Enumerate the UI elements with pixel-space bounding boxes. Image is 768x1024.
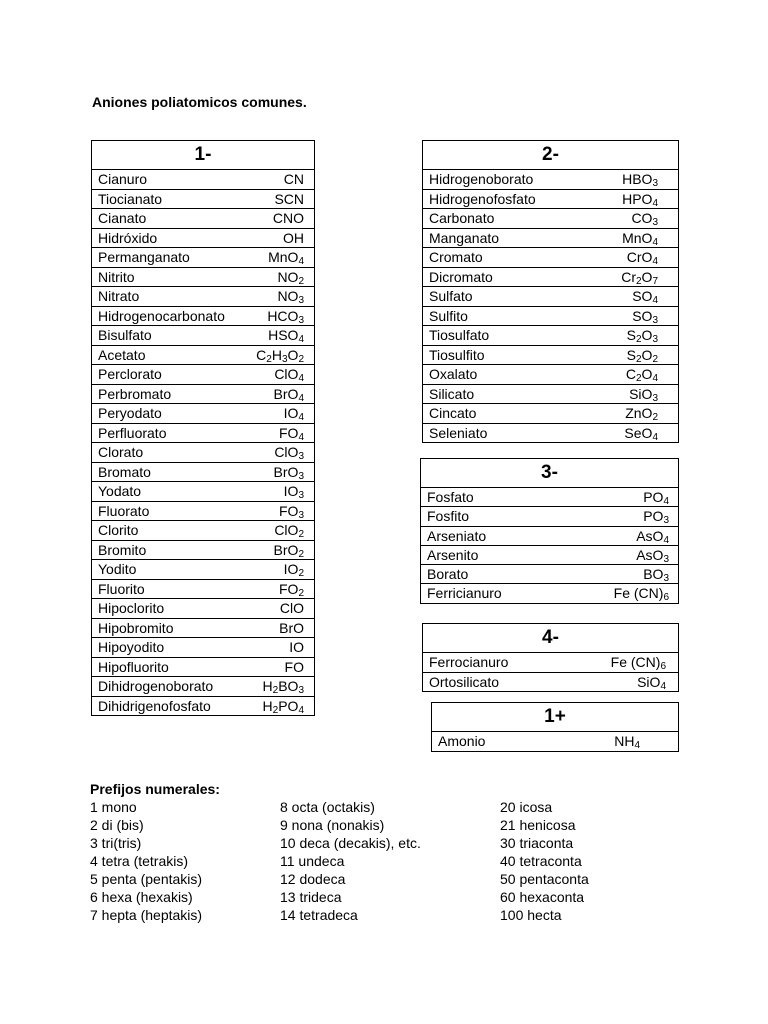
table-row bbox=[423, 307, 678, 327]
anion-name: Yodito bbox=[98, 561, 137, 577]
table-row bbox=[92, 482, 314, 502]
table-row bbox=[421, 507, 678, 526]
prefix-item: 14 tetradeca bbox=[280, 907, 358, 923]
table-row bbox=[423, 229, 678, 249]
anion-name: Hidrogenoborato bbox=[429, 171, 534, 187]
anion-name: Tiosulfato bbox=[429, 327, 490, 343]
prefix-item: 3 tri(tris) bbox=[90, 835, 142, 851]
anion-name: Acetato bbox=[98, 346, 146, 363]
anion-name: Dihidrogenoborato bbox=[98, 678, 214, 694]
anion-formula: $NO_3$ bbox=[277, 288, 304, 306]
anion-name: Yodato bbox=[98, 483, 142, 499]
anion-formula: Fe $(CN)_6$ bbox=[610, 654, 666, 672]
anion-formula: ClO$_3$ bbox=[274, 444, 304, 462]
anion-name: Borato bbox=[427, 566, 469, 583]
anion-name: Clorato bbox=[98, 444, 144, 460]
table-row bbox=[92, 307, 314, 327]
prefix-item: 21 henicosa bbox=[500, 817, 576, 833]
prefixes-column-3 bbox=[500, 798, 589, 924]
anion-formula: FO bbox=[284, 658, 304, 675]
prefix-item: 1 mono bbox=[90, 799, 137, 815]
anion-name: Ferricianuro bbox=[427, 585, 502, 602]
table-row bbox=[92, 385, 314, 405]
prefix-item: 11 undeca bbox=[280, 853, 345, 869]
charge-header: 2- bbox=[423, 141, 678, 170]
anion-formula: $HPO_4$ bbox=[622, 190, 658, 209]
page-title: Aniones poliatomicos comunes. bbox=[92, 94, 307, 110]
anion-name: Tiosulfito bbox=[429, 346, 485, 363]
anion-formula: SiO$_3$ bbox=[629, 385, 658, 404]
anion-name: Carbonato bbox=[429, 210, 495, 226]
table-row bbox=[92, 619, 314, 639]
anion-formula: MnO$_4$ bbox=[268, 249, 304, 267]
anion-name: Tiocianato bbox=[98, 190, 163, 207]
anion-name: Bisulfato bbox=[98, 327, 152, 343]
prefix-item: 9 nona (nonakis) bbox=[280, 817, 385, 833]
anion-name: Ortosilicato bbox=[429, 673, 500, 690]
anion-name: Dihidrigenofosfato bbox=[98, 697, 211, 714]
anion-formula: $NH_4$ bbox=[614, 733, 640, 751]
table-row bbox=[92, 502, 314, 522]
anion-formula: $NO_2$ bbox=[277, 268, 304, 287]
anion-name: Cromato bbox=[429, 249, 483, 265]
anion-formula: $Cr_2O_7$ bbox=[621, 268, 658, 287]
table-row bbox=[423, 346, 678, 366]
prefix-item: 30 triaconta bbox=[500, 835, 574, 851]
anion-formula: BrO$_2$ bbox=[273, 541, 304, 560]
anion-name: Hidrogenocarbonato bbox=[98, 307, 225, 324]
table-row bbox=[92, 404, 314, 424]
anion-formula: SiO$_4$ bbox=[637, 673, 666, 692]
table-row bbox=[92, 521, 314, 541]
anion-formula: $SO_3$ bbox=[632, 307, 658, 326]
prefix-item: 2 di (bis) bbox=[90, 817, 144, 833]
anion-formula: $PO_4$ bbox=[643, 489, 669, 507]
anion-name: Dicromato bbox=[429, 268, 493, 285]
anion-formula: $H_2PO_4$ bbox=[262, 697, 304, 716]
table-1-plus bbox=[431, 702, 679, 752]
table-row bbox=[92, 248, 314, 268]
prefix-item: 100 hecta bbox=[500, 907, 562, 923]
prefix-item: 13 trideca bbox=[280, 889, 342, 905]
prefix-item: 6 hexa (hexakis) bbox=[90, 889, 193, 905]
anion-formula: $SO_4$ bbox=[632, 288, 658, 306]
anion-name: Seleniato bbox=[429, 424, 488, 441]
prefix-item: 50 pentaconta bbox=[500, 871, 589, 887]
anion-formula: MnO$_4$ bbox=[622, 229, 658, 248]
anion-name: Nitrato bbox=[98, 288, 140, 304]
table-row bbox=[92, 268, 314, 288]
charge-header: 4- bbox=[423, 624, 678, 653]
table-row bbox=[92, 229, 314, 249]
anion-formula: $C_2H_3O_2$ bbox=[256, 346, 304, 365]
table-row bbox=[423, 190, 678, 210]
anion-formula: $S_2O_3$ bbox=[626, 327, 658, 345]
prefix-item: 60 hexaconta bbox=[500, 889, 585, 905]
anion-formula: CrO$_4$ bbox=[626, 249, 658, 267]
table-row bbox=[421, 527, 678, 546]
table-row bbox=[423, 424, 678, 443]
anion-formula: $BO_3$ bbox=[643, 566, 669, 585]
prefix-item: 5 penta (pentakis) bbox=[90, 871, 203, 887]
anion-formula: $PO_3$ bbox=[643, 508, 669, 527]
anion-formula: CNO bbox=[272, 210, 304, 226]
table-row bbox=[92, 541, 314, 561]
anion-formula: $IO_2$ bbox=[283, 561, 304, 579]
anion-name: Hipoclorito bbox=[98, 600, 165, 616]
anion-formula: CN bbox=[283, 171, 304, 187]
anion-formula: $IO_4$ bbox=[283, 405, 304, 423]
prefix-item: 8 octa (octakis) bbox=[280, 799, 375, 815]
anion-formula: BrO$_4$ bbox=[273, 385, 304, 404]
table-row bbox=[92, 209, 314, 229]
table-row bbox=[421, 584, 678, 602]
anion-name: Manganato bbox=[429, 229, 500, 246]
anion-formula: SeO$_4$ bbox=[624, 424, 658, 443]
table-row bbox=[92, 170, 314, 190]
prefixes-title: Prefijos numerales: bbox=[90, 781, 220, 797]
prefix-item: 40 tetraconta bbox=[500, 853, 582, 869]
anion-formula: AsO$_3$ bbox=[636, 546, 669, 565]
table-row bbox=[423, 673, 678, 692]
table-row bbox=[423, 326, 678, 346]
anion-name: Permanganato bbox=[98, 249, 190, 265]
anion-formula: SCN bbox=[274, 190, 304, 207]
table-row bbox=[92, 580, 314, 600]
charge-header: 3- bbox=[421, 459, 678, 488]
table-row bbox=[92, 190, 314, 210]
anion-formula: $H_2BO_3$ bbox=[262, 678, 304, 696]
anion-formula: ZnO$_2$ bbox=[625, 405, 658, 423]
table-row bbox=[423, 404, 678, 424]
anion-name: Fluorato bbox=[98, 502, 150, 519]
anion-name: Cianuro bbox=[98, 171, 148, 187]
anion-name: Perbromato bbox=[98, 385, 172, 402]
anion-formula: OH bbox=[283, 229, 304, 246]
anion-formula: $IO_3$ bbox=[283, 483, 304, 501]
table-2-minus bbox=[422, 140, 679, 443]
anion-name: Perclorato bbox=[98, 366, 162, 382]
anion-name: Cianato bbox=[98, 210, 147, 226]
anion-formula: ClO$_4$ bbox=[274, 366, 304, 384]
prefix-item: 7 hepta (heptakis) bbox=[90, 907, 203, 923]
table-row bbox=[92, 424, 314, 444]
anion-formula: $S_2O_2$ bbox=[626, 346, 658, 365]
table-row bbox=[92, 677, 314, 697]
anion-name: Arsenito bbox=[427, 546, 479, 563]
anion-formula: BrO$_3$ bbox=[273, 463, 304, 482]
table-row bbox=[423, 385, 678, 405]
anion-name: Clorito bbox=[98, 522, 139, 538]
anion-formula: ClO bbox=[279, 600, 304, 616]
anion-formula: BrO bbox=[279, 619, 304, 636]
anion-name: Ferrocianuro bbox=[429, 654, 509, 670]
table-row bbox=[92, 697, 314, 716]
anion-formula: $FO_2$ bbox=[278, 580, 304, 599]
table-row bbox=[92, 365, 314, 385]
prefix-item: 20 icosa bbox=[500, 799, 553, 815]
table-row bbox=[423, 170, 678, 190]
table-row bbox=[92, 658, 314, 678]
anion-formula: $HSO_4$ bbox=[268, 327, 304, 345]
anion-name: Nitrito bbox=[98, 268, 135, 285]
table-3-minus bbox=[420, 458, 679, 604]
table-row bbox=[421, 488, 678, 507]
anion-formula: $HBO_3$ bbox=[622, 171, 658, 189]
prefix-item: 10 deca (decakis), etc. bbox=[280, 835, 421, 851]
anion-name: Hipobromito bbox=[98, 619, 174, 636]
anion-formula: $FO_4$ bbox=[278, 424, 304, 443]
table-row bbox=[423, 287, 678, 307]
anion-name: Perfluorato bbox=[98, 424, 167, 441]
table-row bbox=[92, 326, 314, 346]
table-row bbox=[423, 248, 678, 268]
anion-name: Fluorito bbox=[98, 580, 145, 597]
charge-header: 1+ bbox=[432, 703, 678, 732]
anion-name: Fosfato bbox=[427, 489, 474, 505]
anion-formula: $C_2O_4$ bbox=[625, 366, 658, 384]
table-row bbox=[92, 287, 314, 307]
table-row bbox=[432, 732, 678, 751]
anion-name: Silicato bbox=[429, 385, 475, 402]
table-row bbox=[423, 209, 678, 229]
table-row bbox=[92, 638, 314, 658]
table-row bbox=[423, 365, 678, 385]
prefixes-column-1 bbox=[90, 798, 202, 924]
prefix-item: 12 dodeca bbox=[280, 871, 346, 887]
anion-formula: Fe $(CN)_6$ bbox=[613, 585, 669, 604]
anion-name: Cincato bbox=[429, 405, 477, 421]
anion-formula: $CO_3$ bbox=[631, 210, 658, 228]
table-row bbox=[421, 565, 678, 584]
table-row bbox=[92, 560, 314, 580]
prefixes-column-2 bbox=[280, 798, 421, 924]
anion-name: Hipoyodito bbox=[98, 639, 165, 655]
table-row bbox=[92, 346, 314, 366]
anion-name: Amonio bbox=[438, 733, 486, 749]
anion-name: Hidrogenofosfato bbox=[429, 190, 536, 207]
anion-name: Fosfito bbox=[427, 508, 470, 525]
anion-name: Hipofluorito bbox=[98, 658, 169, 675]
anion-formula: $FO_3$ bbox=[278, 502, 304, 521]
prefix-item: 4 tetra (tetrakis) bbox=[90, 853, 189, 869]
anion-formula: $HCO_3$ bbox=[267, 307, 304, 326]
anion-name: Sulfato bbox=[429, 288, 473, 304]
charge-header: 1- bbox=[92, 141, 314, 170]
anion-formula: ClO$_2$ bbox=[274, 522, 304, 540]
table-row bbox=[423, 653, 678, 673]
anion-name: Oxalato bbox=[429, 366, 478, 382]
anion-name: Peryodato bbox=[98, 405, 162, 421]
anion-formula: AsO$_4$ bbox=[636, 527, 669, 546]
table-4-minus bbox=[422, 623, 679, 692]
anion-name: Bromito bbox=[98, 541, 147, 558]
anion-name: Hidróxido bbox=[98, 229, 158, 246]
anion-name: Sulfito bbox=[429, 307, 468, 324]
table-row bbox=[92, 463, 314, 483]
anion-name: Arseniato bbox=[427, 527, 487, 544]
table-row bbox=[92, 443, 314, 463]
table-row bbox=[92, 599, 314, 619]
table-row bbox=[423, 268, 678, 288]
anion-formula: IO bbox=[289, 639, 304, 655]
anion-name: Bromato bbox=[98, 463, 151, 480]
table-1-minus bbox=[91, 140, 315, 716]
table-row bbox=[421, 546, 678, 565]
